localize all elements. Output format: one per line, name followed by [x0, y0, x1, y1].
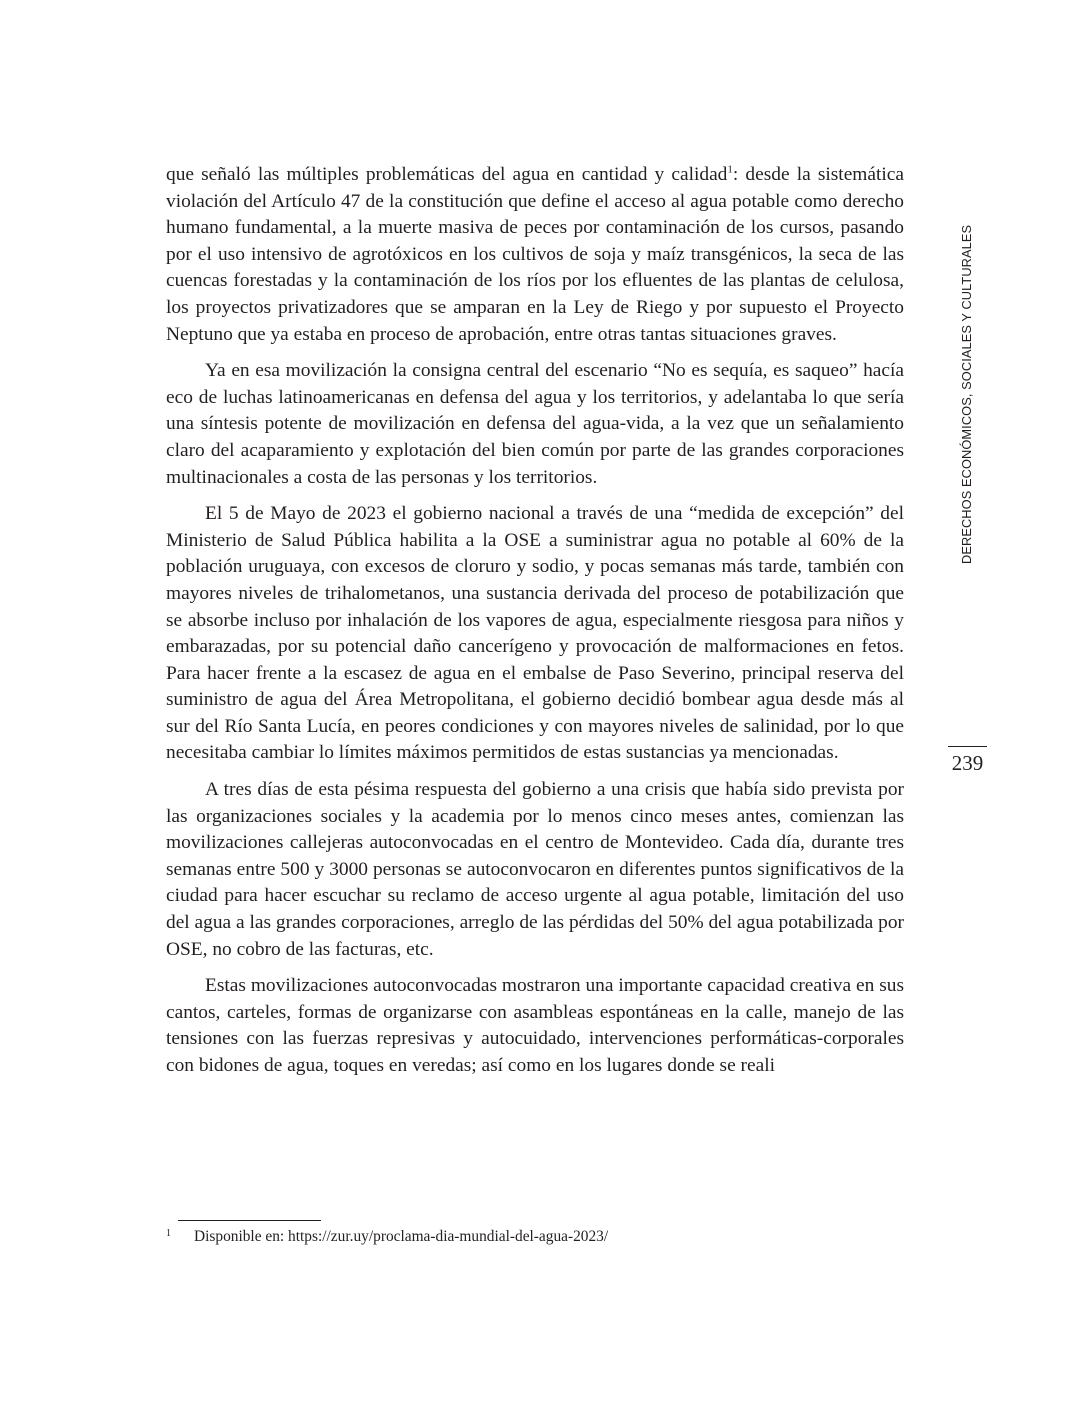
- paragraph: Estas movilizaciones autoconvocadas mostraron una importante capacidad creativa en sus cantos, carteles, formas de organizarse con asambleas espontáneas en la calle, manejo de las tensiones con las fuerzas represivas y autocuidado, intervenciones performáticas-corporales con bidones de agua, toques en veredas; así como en los lugares donde se reali: [166, 975, 904, 1076]
- paragraph-text: que señaló las múltiples problemáticas del agua en cantidad y calidad: [166, 164, 728, 185]
- footnote-text: Disponible en: https://zur.uy/proclama-dia-mundial-del-agua-2023/: [194, 1228, 609, 1245]
- page-number: 239: [951, 751, 984, 775]
- footnote-number: 1: [166, 1228, 171, 1239]
- paragraph: Ya en esa movilización la consigna central del escenario “No es sequía, es saqueo” hacía eco de luchas latinoamericanas en defensa del agua y los territorios, y adelantaba lo que sería una síntesis potente de movilización en defensa del agua-vida, a la vez que un señalamiento claro del acaparamiento y explotación del bien común por parte de las grandes corporaciones multinacionales a costa de las personas y los territorios.: [166, 360, 904, 488]
- page-number-rule: [948, 746, 987, 747]
- footnote-reference[interactable]: 1: [727, 163, 733, 176]
- footnote-separator: [178, 1220, 321, 1221]
- paragraph-text: : desde la sistemática violación del Artículo 47 de la constitución que define el acceso al agua potable como derecho humano fundamental, a la muerte masiva de peces por contaminación de los cursos, pasando por el uso intensivo de agrotóxicos en los cultivos de soja y maíz transgénicos, la seca de las cuencas forestadas y la contaminación de los ríos por los efluentes de las plantas de celulosa, los proyectos privatizadores que se amparan en la Ley de Riego y por supuesto el Proyecto Neptuno que ya estaba en proceso de aprobación, entre otras tantas situaciones graves.: [166, 164, 904, 345]
- running-head-text: DERECHOS ECONÓMICOS, SOCIALES Y CULTURALES: [959, 224, 974, 564]
- running-head: [957, 224, 977, 564]
- paragraph: A tres días de esta pésima respuesta del gobierno a una crisis que había sido prevista por las organizaciones sociales y la academia por lo menos cinco meses antes, comienzan las movilizaciones callejeras autoconvocadas en el centro de Montevideo. Cada día, durante tres semanas entre 500 y 3000 personas se autoconvocaron en diferentes puntos significativos de la ciudad para hacer escuchar su reclamo de acceso urgente al agua potable, limitación del uso del agua a las grandes corporaciones, arreglo de las pérdidas del 50% del agua potabilizada por OSE, no cobro de las facturas, etc.: [166, 779, 904, 960]
- paragraph: [166, 162, 904, 348]
- paragraph: El 5 de Mayo de 2023 el gobierno nacional a través de una “medida de excepción” del Ministerio de Salud Pública habilita a la OSE a suministrar agua no potable al 60% de la población uruguaya, con excesos de cloruro y sodio, y pocas semanas más tarde, también con mayores niveles de trihalometanos, una sustancia derivada del proceso de potabilización que se absorbe incluso por inhalación de los vapores de agua, especialmente riesgosa para niños y embarazadas, por su potencial daño cancerígeno y provocación de malformaciones en fetos. Para hacer frente a la escasez de agua en el embalse de Paso Severino, principal reserva del suministro de agua del Área Metropolitana, el gobierno decidió bombear agua desde más al sur del Río Santa Lucía, en peores condiciones y con mayores niveles de salinidad, por lo que necesitaba cambiar lo límites máximos permitidos de estas sustancias ya mencionadas.: [166, 503, 904, 764]
- body-text: [166, 162, 904, 1090]
